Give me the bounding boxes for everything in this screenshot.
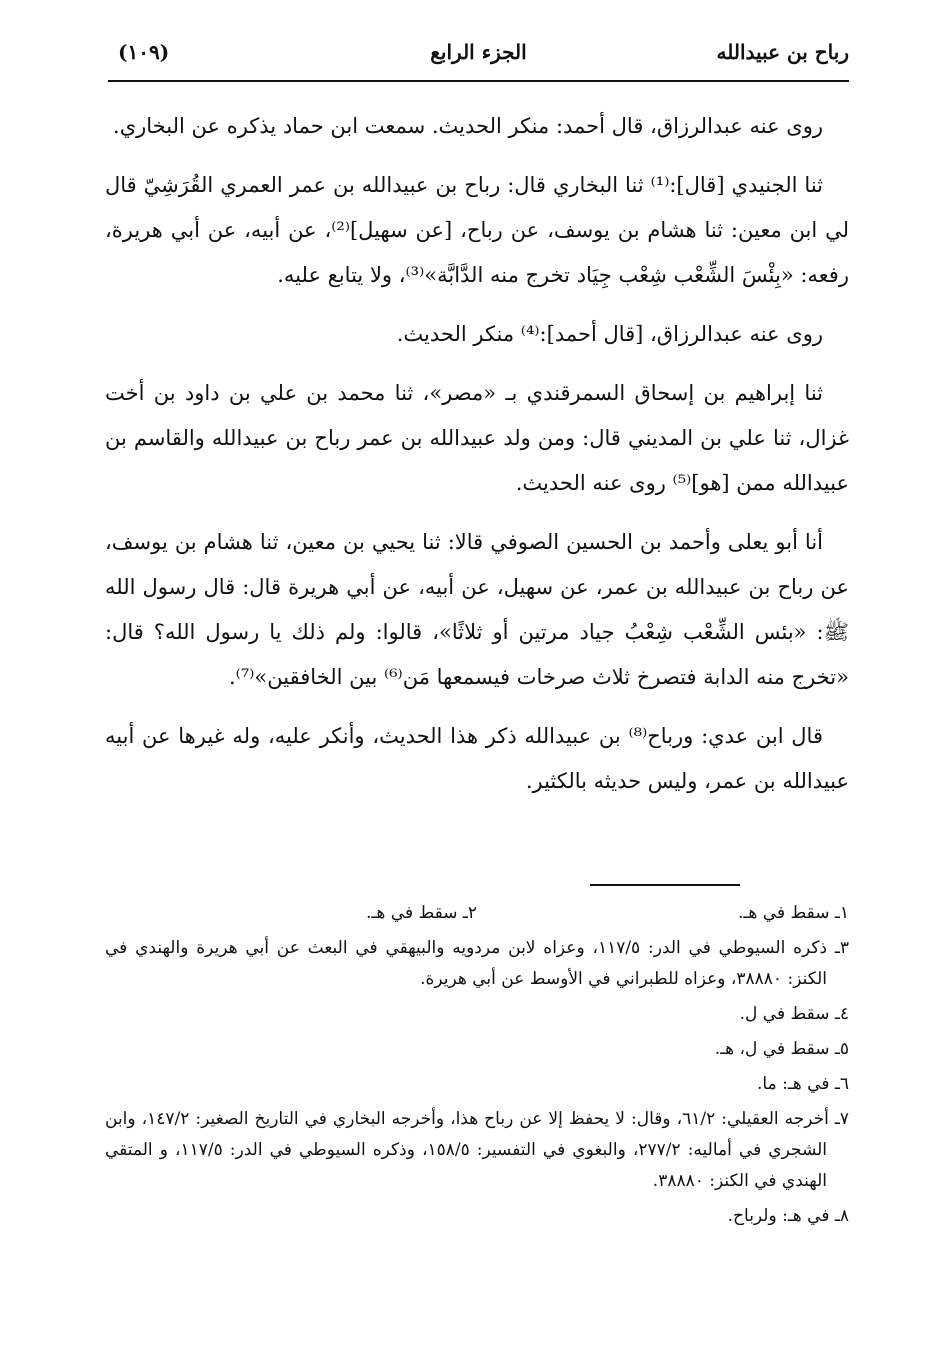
paragraph: قال ابن عدي: ورباح⁽⁸⁾ بن عبيدالله ذكر هذا الحديث، وأنكر عليه، وله غيرها عن أبيه عبيدالله بن عمر، وليس حديثه بالكثير. [105, 724, 849, 793]
footnote-4: ٤ـ سقط في ل. [739, 1004, 849, 1024]
entry-name: رباح بن عبيدالله [716, 40, 849, 64]
footnotes [105, 898, 849, 1236]
header-rule [108, 80, 849, 82]
paragraph: روى عنه عبدالرزاق، قال أحمد: منكر الحديث. سمعت ابن حماد يذكره عن البخاري. [113, 114, 823, 138]
footnote-1: ١ـ سقط في هـ. [738, 903, 849, 923]
footnote-5: ٥ـ سقط في ل، هـ. [714, 1039, 849, 1059]
footnote-3: ٣ـ ذكره السيوطي في الدر: ١١٧/٥، وعزاه لابن مردويه والبيهقي في البعث عن أبي هريرة والهندي في الكنز: ٣٨٨٨٠، وعزاه للطبراني في الأوسط عن أبي هريرة. [105, 938, 849, 989]
paragraph: ثنا الجنيدي [قال]:⁽¹⁾ ثنا البخاري قال: رباح بن عبيدالله بن عمر العمري القُرَشِيّ قال لي ابن معين: ثنا هشام بن يوسف، عن رباح، [عن سهيل]⁽²⁾، عن أبيه، عن أبي هريرة، رفعه: «بِئْسَ الشِّعْب شِعْب جِيَاد تخرج منه الدَّابَّة»⁽³⁾، ولا يتابع عليه. [105, 173, 849, 287]
footnote-7: ٧ـ أخرجه العقيلي: ٦١/٢، وقال: لا يحفظ إلا عن رباح هذا، وأخرجه البخاري في التاريخ الصغير: ١٤٧/٢، وابن الشجري في أماليه: ٢٧٧/٢، والبغوي في التفسير: ١٥٨/٥، وذكره السيوطي في الدر: ١١٧/٥، و المتقي الهندي في الكنز: ٣٨٨٨٠. [105, 1109, 849, 1191]
page-number: (١٠٩) [118, 40, 170, 64]
paragraph: ثنا إبراهيم بن إسحاق السمرقندي بـ «مصر»، ثنا محمد بن علي بن داود بن أخت غزال، ثنا علي بن المديني قال: ومن ولد عبيدالله بن عمر رباح بن عبيدالله والقاسم بن عبيدالله ممن [هو]⁽⁵⁾ روى عنه الحديث. [105, 381, 849, 495]
main-text [105, 104, 849, 818]
footnote-6: ٦ـ في هـ: ما. [757, 1074, 849, 1094]
paragraph: أنا أبو يعلى وأحمد بن الحسين الصوفي قالا: ثنا يحيي بن معين، ثنا هشام بن يوسف، عن رباح بن عبيدالله بن عمر، عن سهيل، عن أبيه، عن أبي هريرة قال: قال رسول الله ﷺ: «بئس الشِّعْب شِعْبُ جياد مرتين أو ثلاثًا»، قالوا: ولم ذلك يا رسول الله؟ قال: «تخرج منه الدابة فتصرخ ثلاث صرخات فيسمعها مَن⁽⁶⁾ بين الخافقين»⁽⁷⁾. [105, 530, 849, 689]
footnote-8: ٨ـ في هـ: ولرباح. [727, 1206, 849, 1226]
footnote-rule [590, 884, 740, 886]
footnote-row [105, 898, 849, 929]
footnote-2: ٢ـ سقط في هـ. [366, 903, 477, 923]
running-header [108, 36, 849, 76]
paragraph: روى عنه عبدالرزاق، [قال أحمد]:⁽⁴⁾ منكر الحديث. [396, 322, 823, 346]
volume-title: الجزء الرابع [430, 40, 527, 64]
